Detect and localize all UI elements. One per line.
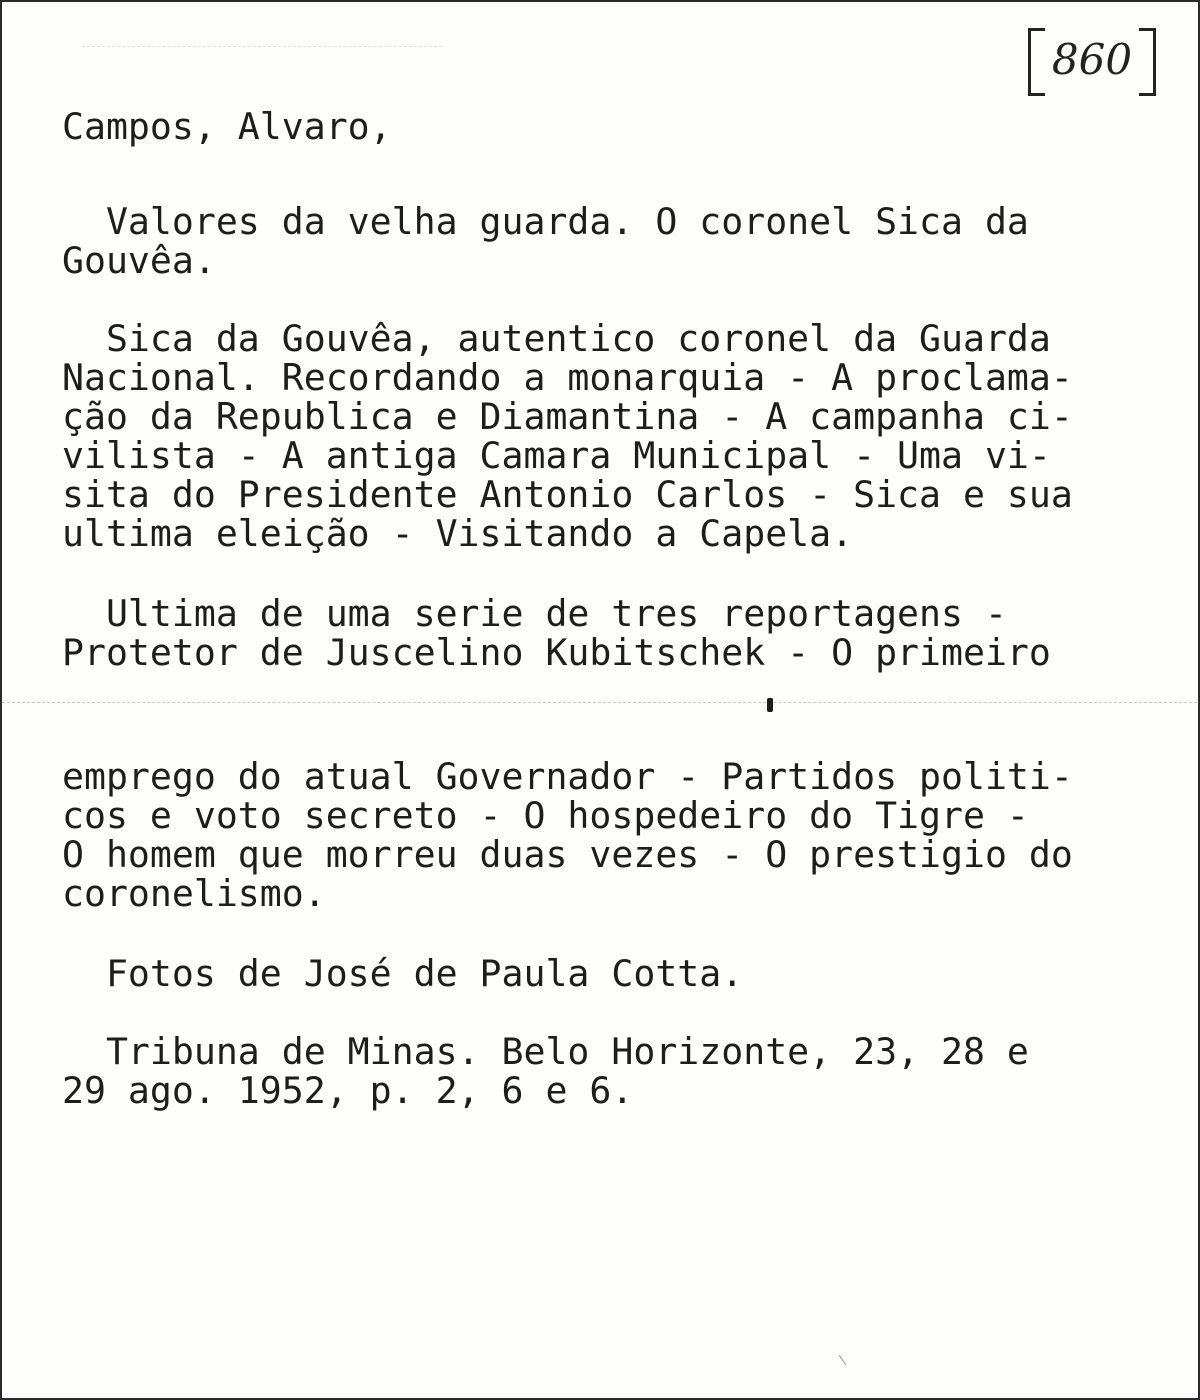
- summary-line-4: vilista - A antiga Camara Municipal - Uma vi-: [62, 434, 1051, 477]
- series-line-1: Ultima de uma serie de tres reportagens -: [62, 592, 1007, 635]
- photo-credit: Fotos de José de Paula Cotta.: [62, 952, 744, 995]
- summary-line-1: Sica da Gouvêa, autentico coronel da Guarda: [62, 317, 1051, 360]
- summary-line-5: sita do Presidente Antonio Carlos - Sica e sua: [62, 473, 1073, 516]
- bracket-right: [1139, 28, 1156, 96]
- continuation-line-1: emprego do atual Governador - Partidos politi-: [62, 755, 1073, 798]
- continuation-line-3: O homem que morreu duas vezes - O prestigio do: [62, 833, 1073, 876]
- continuation-line-2: cos e voto secreto - O hospedeiro do Tigre -: [62, 794, 1029, 837]
- card-number: 860: [1051, 35, 1133, 84]
- title-line-2: Gouvêa.: [62, 239, 216, 282]
- continuation-line-4: coronelismo.: [62, 872, 326, 915]
- summary-line-6: ultima eleição - Visitando a Capela.: [62, 512, 854, 555]
- summary-line-3: ção da Republica e Diamantina - A campanha ci-: [62, 395, 1073, 438]
- bracket-left: [1028, 28, 1045, 96]
- fold-mark: [767, 698, 773, 712]
- card-number-stamp: [1018, 20, 1168, 100]
- summary-line-2: Nacional. Recordando a monarquia - A proclama-: [62, 356, 1073, 399]
- author-heading: Campos, Alvaro,: [62, 105, 392, 148]
- series-line-2: Protetor de Juscelino Kubitschek - O primeiro: [62, 631, 1051, 674]
- title-line-1: Valores da velha guarda. O coronel Sica da: [62, 200, 1029, 243]
- stray-mark: [839, 1355, 847, 1365]
- faint-smudge: [82, 46, 442, 47]
- source-line-2: 29 ago. 1952, p. 2, 6 e 6.: [62, 1069, 634, 1112]
- source-line-1: Tribuna de Minas. Belo Horizonte, 23, 28 e: [62, 1030, 1029, 1073]
- fold-line: [2, 702, 1200, 703]
